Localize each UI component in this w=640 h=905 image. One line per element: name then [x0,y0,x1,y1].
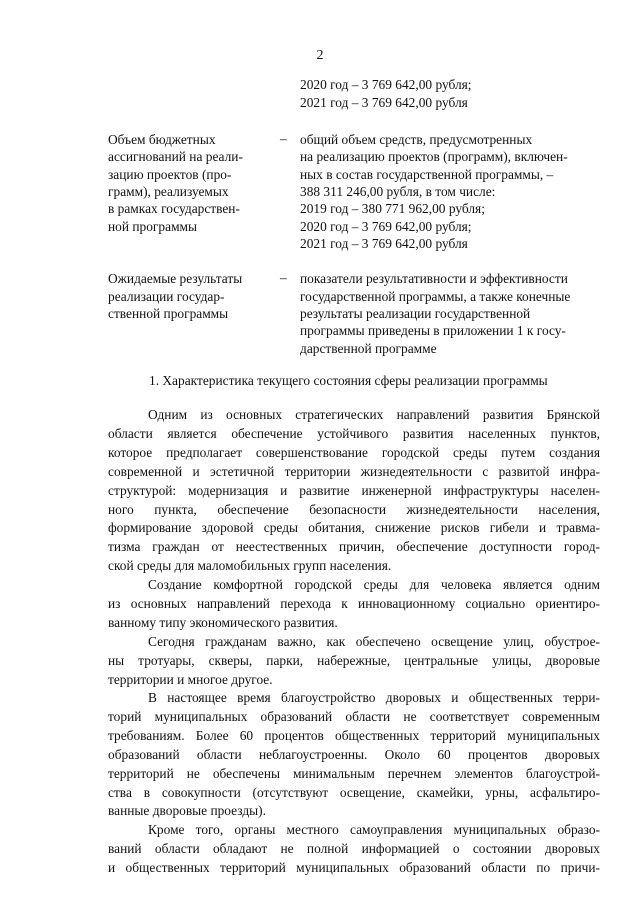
paragraph-line: торий муниципальных образований области не соответствует современным [108,708,600,724]
results-label-line: ственной программы [108,306,229,321]
section-heading: 1. Характеристика текущего состояния сферы реализации программы [149,373,548,388]
budget-value-line: 2019 год – 380 771 962,00 рубля; [300,201,485,216]
paragraph-line: формирование здоровой среды обитания, снижение рисков гибели и травма- [108,520,600,536]
paragraph-line: требованиям. Более 60 процентов общественных территорий муниципальных [108,727,600,743]
paragraph-line: ства в совокупности (отсутствуют освещение, скамейки, урны, асфальтиро- [108,784,600,800]
results-label-line: Ожидаемые результаты [108,271,243,286]
top-line-2021: 2021 год – 3 769 642,00 рубля [300,95,468,110]
paragraph-line: В настоящее время благоустройство дворовых и общественных терри- [148,690,600,705]
results-dash: – [280,270,287,285]
budget-value-line: 2021 год – 3 769 642,00 рубля [300,236,468,251]
results-value-line: программы приведены в приложении 1 к госу- [300,323,566,338]
paragraph-line: ного пункта, обеспечение безопасности жизнедеятельности населения, [108,501,600,517]
paragraph-line: Одним из основных стратегических направлений развития Брянской [148,407,600,422]
paragraph-line: из основных направлений перехода к инновационному социально ориентиро- [108,595,600,611]
paragraph-line: современной и эстетичной территории жизнедеятельности с развитой инфра- [108,463,600,479]
paragraph-line: территории и многое другое. [108,671,273,687]
budget-value-line: на реализацию проектов (программ), включен- [300,149,568,164]
budget-label-line: грамм), реализуемых [108,184,229,199]
results-value-line: дарственной программе [300,341,437,356]
budget-label-line: ассигнований на реали- [108,149,243,164]
budget-label-line: Объем бюджетных [108,132,216,147]
paragraph-line: территорий не обеспечены минимальным перечнем элементов благоустрой- [108,765,600,781]
page-number: 2 [316,48,324,63]
paragraph-line: структурой: модернизация и развитие инженерной инфраструктуры населен- [108,482,600,498]
budget-label-line: ной программы [108,219,198,234]
budget-label-line: в рамках государствен- [108,201,240,216]
paragraph-line: образований области неблагоустроенны. Около 60 процентов дворовых [108,746,600,762]
body-paragraph [108,406,600,576]
body-paragraph [108,633,600,690]
paragraph-line: ванному типу экономического развития. [108,614,338,630]
budget-value-line: ных в состав государственной программы, – [300,167,554,182]
paragraph-line: тизма граждан от неестественных причин, обеспечение доступности город- [108,539,600,555]
paragraph-line: Сегодня гражданам важно, как обеспечено освещение улиц, обустрое- [148,634,600,649]
budget-value-line: 2020 год – 3 769 642,00 рубля; [300,219,472,234]
results-value-line: показатели результативности и эффективности [300,271,568,286]
paragraph-line: ваний области обладают не полной информацией о состоянии дворовых [108,840,600,856]
paragraph-line: Создание комфортной городской среды для человека является одним [148,577,600,592]
paragraph-line: Кроме того, органы местного самоуправления муниципальных образо- [148,822,600,837]
body-paragraph [108,821,600,878]
paragraph-line: и общественных территорий муниципальных образований области по причи- [108,859,600,875]
body-paragraph [108,576,600,633]
budget-value-line: 388 311 246,00 рубля, в том числе: [300,184,496,199]
paragraph-line: ванные дворовые проезды). [108,803,266,819]
budget-value-line: общий объем средств, предусмотренных [300,132,533,147]
paragraph-line: ны тротуары, скверы, парки, набережные, центральные улицы, дворовые [108,652,600,668]
budget-label-line: зацию проектов (про- [108,167,232,182]
body-paragraph [108,689,600,821]
paragraph-line: которое предполагает совершенствование городской среды путем создания [108,444,600,460]
budget-dash: – [280,131,287,146]
results-value-line: результаты реализации государственной [300,306,531,321]
results-label-line: реализации государ- [108,289,225,304]
paragraph-line: области является обеспечение устойчивого развития населенных пунктов, [108,425,600,441]
results-value-line: государственной программы, а также конечные [300,289,571,304]
paragraph-line: ской среды для маломобильных групп населения. [108,558,392,574]
top-line-2020: 2020 год – 3 769 642,00 рубля; [300,77,472,92]
